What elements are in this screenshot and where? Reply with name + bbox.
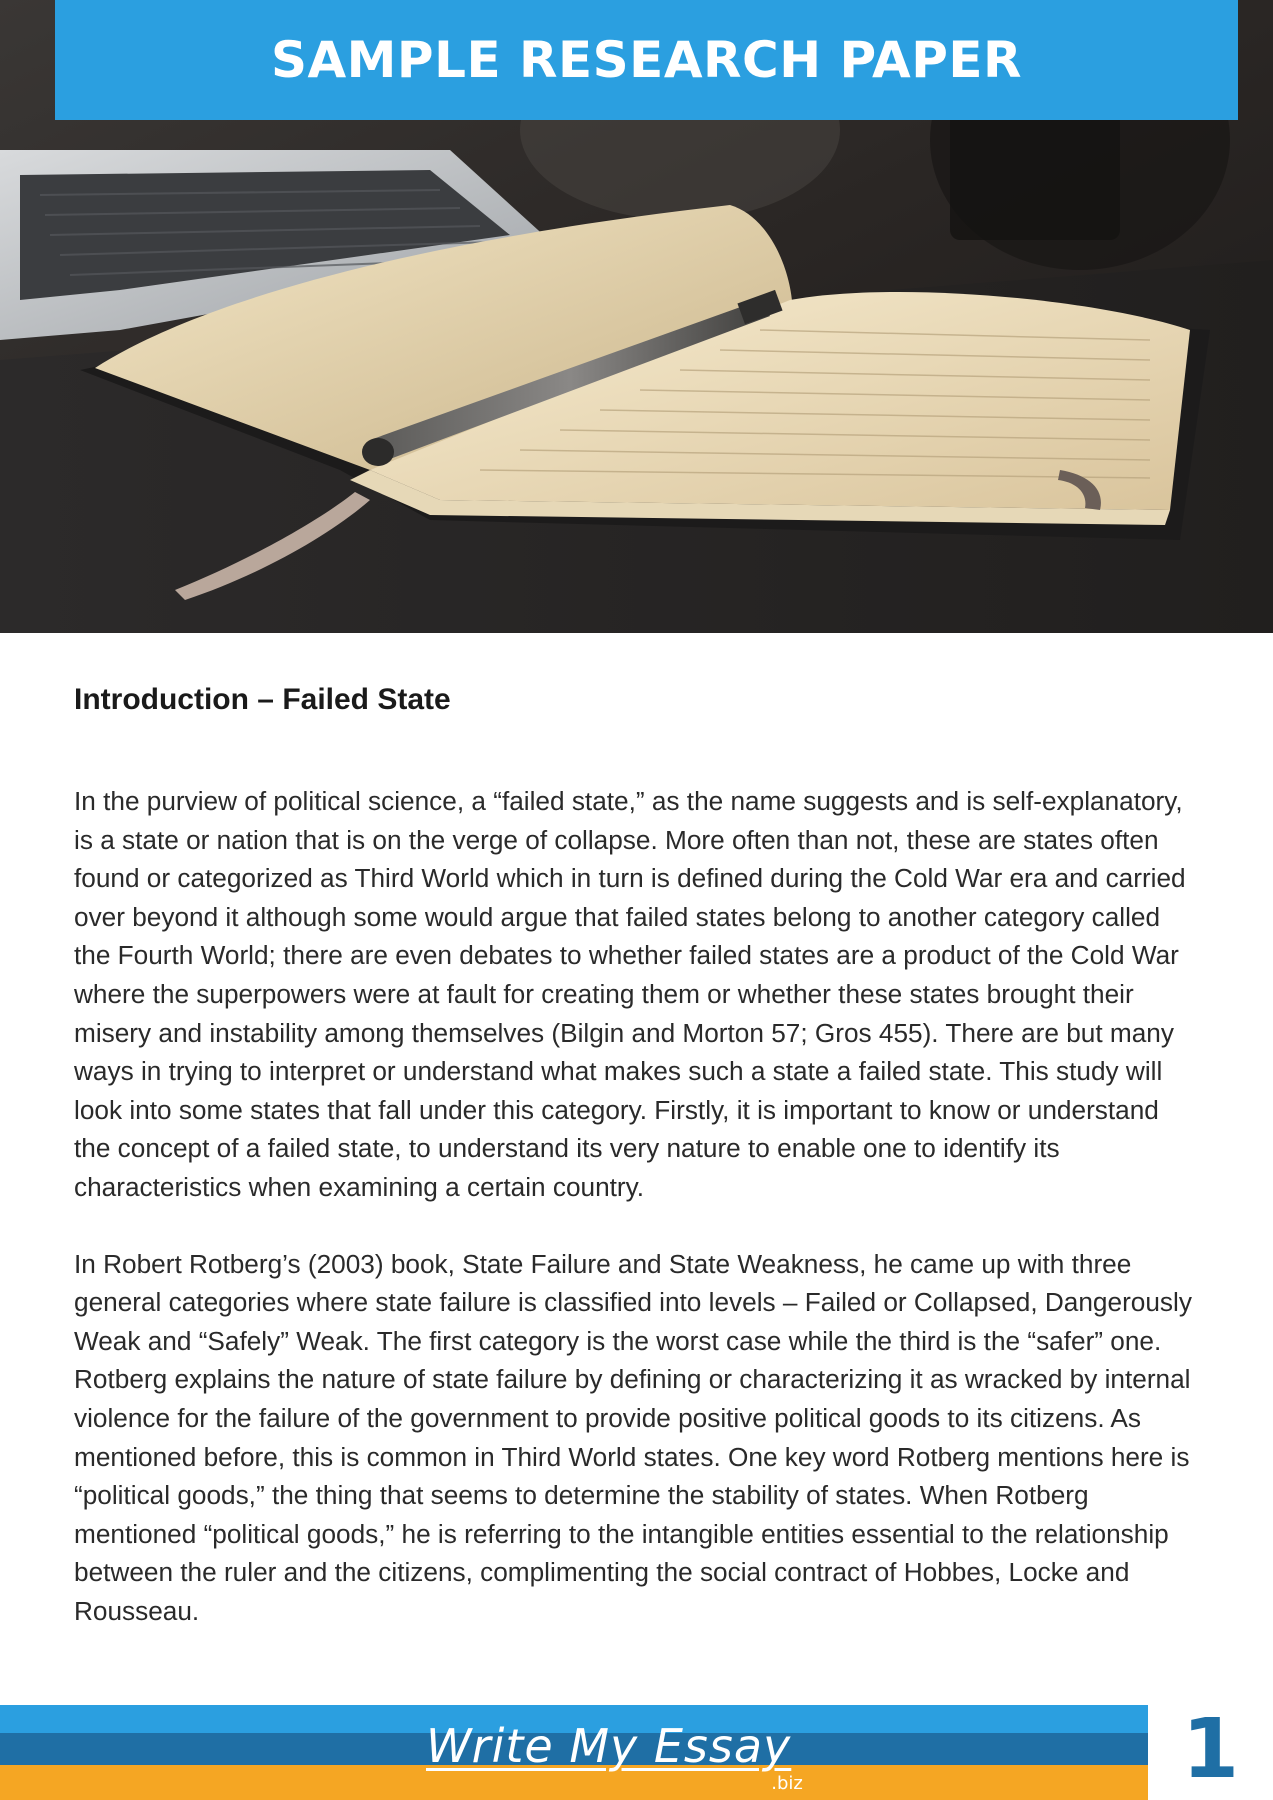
- section-heading: Introduction – Failed State: [74, 683, 451, 716]
- page-number: 1: [1181, 1702, 1240, 1797]
- article-body: [74, 670, 1199, 1630]
- paragraph-2: In Robert Rotberg’s (2003) book, State Failure and State Weakness, he came up with three general categories where state failure is classified into levels – Failed or Collapsed, Dangerously Weak and “Safely” Weak. The first category is the worst case while the third is the “safer” one. Rotberg explains the nature of state failure by defining or characterizing it as wracked by internal violence for the failure of the government to provide positive political goods to its citizens. As mentioned before, this is common in Third World states. One key word Rotberg mentions here is “political goods,” the thing that seems to determine the stability of states. When Rotberg mentioned “political goods,” he is referring to the intangible entities essential to the relationship between the ruler and the citizens, complimenting the social contract of Hobbes, Locke and Rousseau.: [74, 1248, 1192, 1626]
- header-banner: [55, 0, 1238, 120]
- logo-text: Write My Essay: [426, 1719, 792, 1773]
- logo-tld: .biz: [771, 1773, 803, 1794]
- page-title: SAMPLE RESEARCH PAPER: [270, 31, 1023, 89]
- paragraph-1: In the purview of political science, a “failed state,” as the name suggests and is self-explanatory, is a state or nation that is on the verge of collapse. More often than not, these are states often found or categorized as Third World which in turn is defined during the Cold War era and carried over beyond it although some would argue that failed states belong to another category called the Fourth World; there are even debates to whether failed states are a product of the Cold War where the superpowers were at fault for creating them or whether these states brought their misery and instability among themselves (Bilgin and Morton 57; Gros 455). There are but many ways in trying to interpret or understand what makes such a state a failed state. This study will look into some states that fall under this category. Firstly, it is important to know or understand the concept of a failed state, to understand its very nature to enable one to identify its characteristics when examining a certain country.: [74, 786, 1186, 1202]
- brand-logo[interactable]: [426, 1712, 803, 1794]
